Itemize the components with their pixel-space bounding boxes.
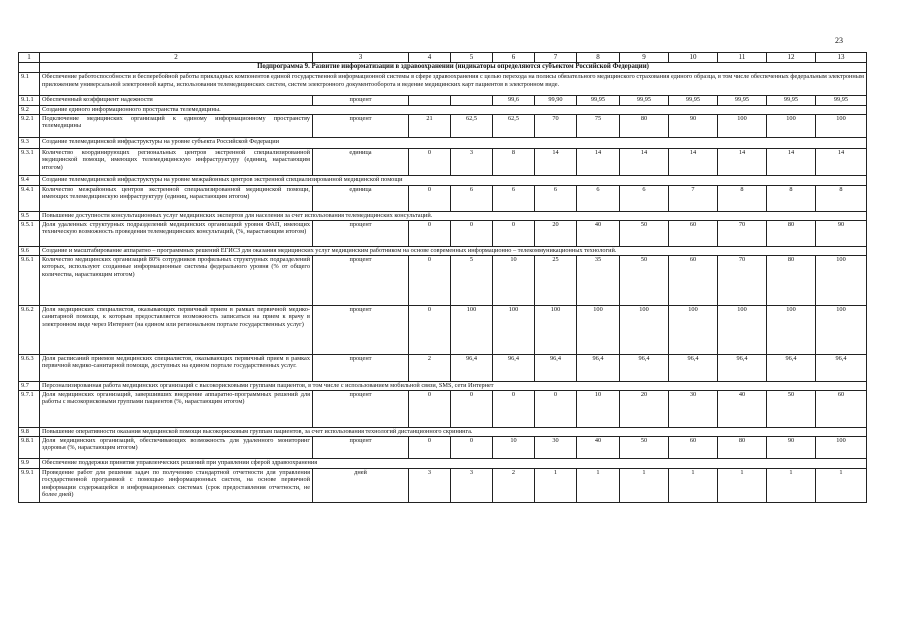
value-cell: 96,4 [493, 354, 535, 381]
row-number: 9.1 [19, 73, 40, 96]
value-cell: 0 [493, 390, 535, 427]
subprogram-title-row [19, 63, 867, 73]
value-cell: 99,95 [669, 96, 718, 106]
value-cell: 62,5 [451, 114, 493, 137]
value-cell: 96,4 [767, 354, 816, 381]
value-cell: 80 [718, 436, 767, 458]
indicator-row [19, 255, 867, 305]
value-cell: 90 [767, 436, 816, 458]
indicator-row [19, 305, 867, 354]
value-cell: 99,95 [816, 96, 867, 106]
value-cell: 7 [669, 185, 718, 211]
value-cell: 100 [451, 305, 493, 354]
section-text: Повышение доступности консультационных услуг медицинских экспертов для населения за счет использования телемедицинских консультаций. [40, 211, 867, 220]
indicator-name: Доля расписаний приемов медицинских специалистов, оказывающих первичный прием в рамках первичной медико-санитарной помощи, доступных на едином портале государственных услуг. [40, 354, 313, 381]
indicator-row [19, 390, 867, 427]
header-row [19, 53, 867, 63]
value-cell: 10 [577, 390, 620, 427]
value-cell: 1 [535, 468, 577, 502]
value-cell: 8 [718, 185, 767, 211]
unit-cell: единица [313, 185, 409, 211]
value-cell: 99,90 [535, 96, 577, 106]
indicator-name: Проведение работ для решения задач по получению стандартной отчетности для управления государственной программой с помощью информационных систем, на основе первичной информации содержащейся в информационных системах (срок предоставления отчетности, не более дней) [40, 468, 313, 502]
value-cell: 100 [493, 305, 535, 354]
unit-cell: единица [313, 148, 409, 175]
value-cell: 10 [493, 436, 535, 458]
row-number: 9.6.2 [19, 305, 40, 354]
value-cell: 80 [767, 255, 816, 305]
row-number: 9.5 [19, 211, 40, 220]
value-cell [409, 96, 451, 106]
value-cell: 75 [577, 114, 620, 137]
indicator-row [19, 220, 867, 246]
value-cell: 14 [718, 148, 767, 175]
value-cell: 60 [669, 436, 718, 458]
value-cell: 5 [451, 255, 493, 305]
row-number: 9.4 [19, 175, 40, 185]
section-row [19, 427, 867, 436]
row-number: 9.5.1 [19, 220, 40, 246]
column-number: 4 [409, 53, 451, 63]
value-cell: 50 [620, 436, 669, 458]
unit-cell: процент [313, 220, 409, 246]
value-cell: 60 [816, 390, 867, 427]
value-cell: 6 [493, 185, 535, 211]
row-number: 9.7 [19, 381, 40, 390]
value-cell: 3 [451, 148, 493, 175]
row-number: 9.4.1 [19, 185, 40, 211]
row-number: 9.3 [19, 137, 40, 148]
value-cell: 8 [767, 185, 816, 211]
column-number: 3 [313, 53, 409, 63]
value-cell: 20 [535, 220, 577, 246]
section-row [19, 73, 867, 96]
value-cell: 14 [577, 148, 620, 175]
row-number: 9.9.1 [19, 468, 40, 502]
value-cell: 8 [493, 148, 535, 175]
indicator-row [19, 468, 867, 502]
indicator-name: Доля удаленных структурных подразделений медицинских организаций уровня ФАП, имеющих техническую возможность проведения телемедицинских консультаций, (%, нарастающим итогом) [40, 220, 313, 246]
section-text: Обеспечение работоспособности и бесперебойной работы прикладных компонентов единой государственной информационной системы в сфере здравоохранения с целью перехода на полисы обязательного медицинского страхования единого образца, в том числе обеспеченных федеральным электронным приложением универсальной электронной карты, использования телемедицинских систем, систем электронного документооборота и ведение медицинских карт пациентов в электронном виде. [40, 73, 867, 96]
value-cell: 0 [493, 220, 535, 246]
value-cell: 1 [669, 468, 718, 502]
value-cell: 40 [577, 220, 620, 246]
indicator-row [19, 185, 867, 211]
value-cell: 21 [409, 114, 451, 137]
indicator-name: Подключение медицинских организаций к единому информационному пространству телемедицины [40, 114, 313, 137]
value-cell: 3 [409, 468, 451, 502]
value-cell: 6 [535, 185, 577, 211]
value-cell: 6 [620, 185, 669, 211]
value-cell: 40 [718, 390, 767, 427]
indicator-name: Доля медицинских специалистов, оказывающих первичный прием в рамках первичной медико-санитарной помощи, к которым предоставляется возможность записаться на прием к врачу в электронном виде через Интернет (на едином или региональном портале государственных услуг) [40, 305, 313, 354]
value-cell: 1 [816, 468, 867, 502]
unit-cell: дней [313, 468, 409, 502]
unit-cell: процент [313, 114, 409, 137]
value-cell [451, 96, 493, 106]
section-text: Обеспечение поддержки принятия управленческих решений при управлении сферой здравоохранения [40, 458, 867, 468]
value-cell: 99,95 [577, 96, 620, 106]
indicator-row [19, 436, 867, 458]
value-cell: 90 [816, 220, 867, 246]
section-text: Создание телемедицинской инфраструктуры на уровне межрайонных центров экстренной специализированной медицинской помощи [40, 175, 867, 185]
section-row [19, 246, 867, 255]
value-cell: 0 [409, 390, 451, 427]
value-cell: 14 [816, 148, 867, 175]
indicator-row [19, 354, 867, 381]
unit-cell: процент [313, 390, 409, 427]
value-cell: 35 [577, 255, 620, 305]
unit-cell: процент [313, 96, 409, 106]
indicator-name: Доля медицинских организаций, завершивших внедрение аппаратно-программных решений для работы с высокорисковыми группами пациентов (%, нарастающим итогом) [40, 390, 313, 427]
value-cell: 50 [620, 220, 669, 246]
value-cell: 100 [620, 305, 669, 354]
value-cell: 100 [767, 114, 816, 137]
value-cell: 0 [409, 185, 451, 211]
value-cell: 96,4 [816, 354, 867, 381]
indicator-row [19, 114, 867, 137]
column-number: 11 [718, 53, 767, 63]
section-row [19, 106, 867, 115]
value-cell: 0 [451, 436, 493, 458]
value-cell: 50 [767, 390, 816, 427]
value-cell: 100 [816, 305, 867, 354]
value-cell: 100 [816, 255, 867, 305]
row-number: 9.6.3 [19, 354, 40, 381]
value-cell: 99,95 [718, 96, 767, 106]
empty-cell [19, 63, 40, 73]
value-cell: 1 [718, 468, 767, 502]
value-cell: 14 [535, 148, 577, 175]
unit-cell: процент [313, 255, 409, 305]
value-cell: 0 [409, 255, 451, 305]
value-cell: 96,4 [535, 354, 577, 381]
column-number: 10 [669, 53, 718, 63]
unit-cell: процент [313, 354, 409, 381]
value-cell: 100 [669, 305, 718, 354]
column-number: 7 [535, 53, 577, 63]
row-number: 9.2 [19, 106, 40, 115]
section-text: Персонализированная работа медицинских организаций с высокорисковыми группами пациентов, в том числе с использованием мобильной связи, SMS, сети Интернет [40, 381, 867, 390]
section-text: Создание телемедицинской инфраструктуры на уровне субъекта Российской Федерации [40, 137, 867, 148]
value-cell: 14 [767, 148, 816, 175]
indicator-name: Количество межрайонных центров экстренной специализированной медицинской помощи, имеющих телемедицинскую инфраструктуру (единиц, нарастающим итогом) [40, 185, 313, 211]
value-cell: 100 [535, 305, 577, 354]
value-cell: 99,95 [767, 96, 816, 106]
value-cell: 1 [767, 468, 816, 502]
indicators-table [18, 52, 867, 503]
row-number: 9.1.1 [19, 96, 40, 106]
value-cell: 8 [816, 185, 867, 211]
value-cell: 0 [409, 436, 451, 458]
indicator-name: Обеспеченный коэффициент надежности [40, 96, 313, 106]
value-cell: 30 [535, 436, 577, 458]
value-cell: 14 [669, 148, 718, 175]
row-number: 9.2.1 [19, 114, 40, 137]
value-cell: 6 [577, 185, 620, 211]
value-cell: 50 [620, 255, 669, 305]
value-cell: 100 [767, 305, 816, 354]
value-cell: 3 [451, 468, 493, 502]
value-cell: 0 [535, 390, 577, 427]
section-row [19, 211, 867, 220]
value-cell: 100 [816, 114, 867, 137]
value-cell: 0 [451, 220, 493, 246]
section-row [19, 458, 867, 468]
value-cell: 100 [718, 305, 767, 354]
indicator-row [19, 148, 867, 175]
column-number: 12 [767, 53, 816, 63]
value-cell: 96,4 [620, 354, 669, 381]
value-cell: 96,4 [718, 354, 767, 381]
value-cell: 99,6 [493, 96, 535, 106]
value-cell: 90 [669, 114, 718, 137]
row-number: 9.8.1 [19, 436, 40, 458]
value-cell: 6 [451, 185, 493, 211]
row-number: 9.3.1 [19, 148, 40, 175]
page-number: 23 [835, 36, 843, 45]
value-cell: 96,4 [577, 354, 620, 381]
value-cell: 99,95 [620, 96, 669, 106]
section-text: Повышение оперативности оказания медицинской помощи высокорисковым группам пациентов, за счет использования технологий дистанционного скрининга. [40, 427, 867, 436]
row-number: 9.8 [19, 427, 40, 436]
column-number: 6 [493, 53, 535, 63]
value-cell: 14 [620, 148, 669, 175]
row-number: 9.7.1 [19, 390, 40, 427]
row-number: 9.9 [19, 458, 40, 468]
column-number: 2 [40, 53, 313, 63]
value-cell: 60 [669, 255, 718, 305]
value-cell: 62,5 [493, 114, 535, 137]
value-cell: 0 [451, 390, 493, 427]
section-row [19, 137, 867, 148]
value-cell: 70 [535, 114, 577, 137]
column-number: 5 [451, 53, 493, 63]
value-cell: 1 [620, 468, 669, 502]
value-cell: 2 [409, 354, 451, 381]
value-cell: 96,4 [669, 354, 718, 381]
value-cell: 1 [577, 468, 620, 502]
value-cell: 40 [577, 436, 620, 458]
indicator-row [19, 96, 867, 106]
section-text: Создание единого информационного пространства телемедицины. [40, 106, 867, 115]
indicator-name: Доля медицинских организаций, обеспечивающих возможность для удаленного мониторинг здоровья (%, нарастающим итогом) [40, 436, 313, 458]
column-number: 8 [577, 53, 620, 63]
value-cell: 100 [816, 436, 867, 458]
value-cell: 60 [669, 220, 718, 246]
value-cell: 0 [409, 220, 451, 246]
column-number: 13 [816, 53, 867, 63]
value-cell: 96,4 [451, 354, 493, 381]
section-row [19, 381, 867, 390]
value-cell: 2 [493, 468, 535, 502]
value-cell: 70 [718, 255, 767, 305]
value-cell: 100 [718, 114, 767, 137]
section-text: Создание и масштабирование аппаратно – программных решений ЕГИСЗ для оказания медицинских услуг медицинским работником на основе современных информационно – телекоммуникационных технологий. [40, 246, 867, 255]
value-cell: 80 [767, 220, 816, 246]
value-cell: 20 [620, 390, 669, 427]
indicator-name: Количество координирующих региональных центров экстренной специализированной медицинской помощи, имеющих телемедицинскую инфраструктуру (единиц, нарастающим итогом) [40, 148, 313, 175]
value-cell: 70 [718, 220, 767, 246]
value-cell: 100 [577, 305, 620, 354]
section-row [19, 175, 867, 185]
value-cell: 80 [620, 114, 669, 137]
value-cell: 30 [669, 390, 718, 427]
row-number: 9.6 [19, 246, 40, 255]
value-cell: 10 [493, 255, 535, 305]
row-number: 9.6.1 [19, 255, 40, 305]
value-cell: 25 [535, 255, 577, 305]
unit-cell: процент [313, 436, 409, 458]
column-number: 9 [620, 53, 669, 63]
subprogram-title: Подпрограмма 9. Развитие информатизации в здравоохранении (индикаторы определяются субъектом Российской Федерации) [40, 63, 867, 73]
indicator-name: Количество медицинских организаций 80% сотрудников профильных структурных подразделений которых, используют созданные информационные системы федерального уровня (% от общего количества, нарастающим итогом) [40, 255, 313, 305]
value-cell: 0 [409, 148, 451, 175]
unit-cell: процент [313, 305, 409, 354]
value-cell: 0 [409, 305, 451, 354]
column-number: 1 [19, 53, 40, 63]
